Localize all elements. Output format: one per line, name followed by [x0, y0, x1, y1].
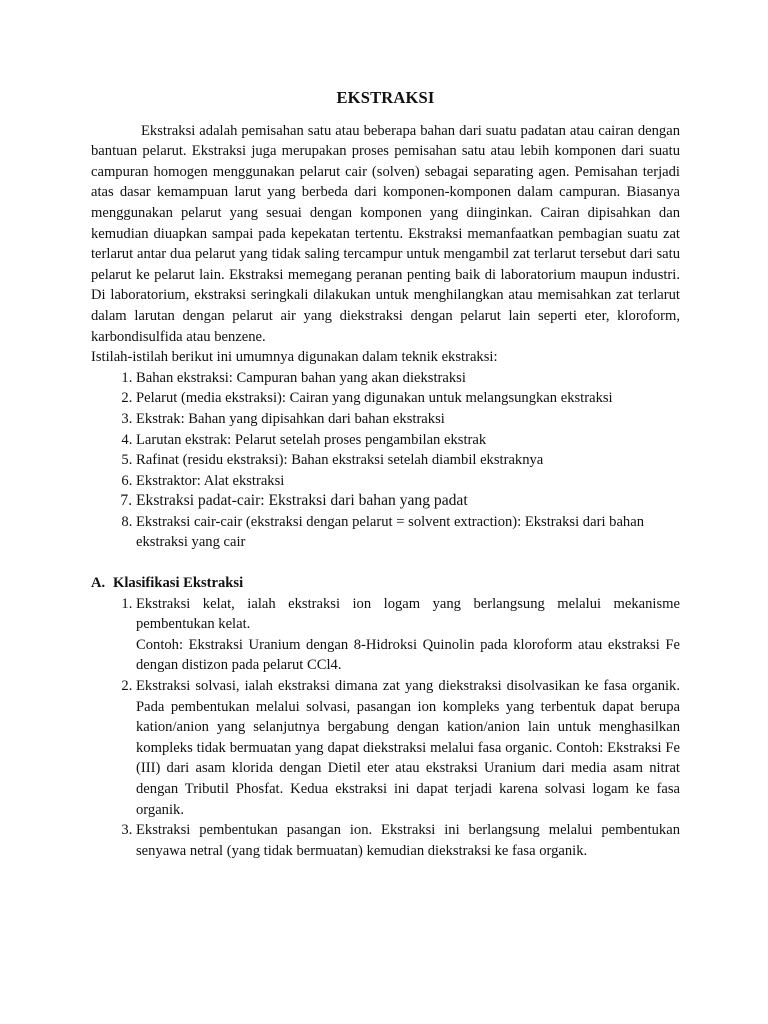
- classification-example: Contoh: Ekstraksi Uranium dengan 8-Hidroksi Quinolin pada kloroform atau ekstraksi Fe dengan distizon pada pelarut CCl4.: [136, 636, 680, 674]
- classification-item: [136, 594, 680, 676]
- term-item: 5. Rafinat (residu ekstraksi): Bahan ekstraksi setelah diambil ekstraknya: [136, 450, 680, 471]
- term-item: 6. Ekstraktor: Alat ekstraksi: [136, 471, 680, 492]
- document-page: [91, 88, 680, 861]
- section-heading: [91, 573, 680, 594]
- classification-list: [91, 594, 680, 862]
- section-spacer: [91, 553, 680, 573]
- term-item: 3. Ekstrak: Bahan yang dipisahkan dari bahan ekstraksi: [136, 409, 680, 430]
- terms-intro: Istilah-istilah berikut ini umumnya digunakan dalam teknik ekstraksi:: [91, 349, 498, 366]
- section-title: Klasifikasi Ekstraksi: [113, 575, 244, 592]
- term-item: 2. Pelarut (media ekstraksi): Cairan yang digunakan untuk melangsungkan ekstraksi: [136, 388, 680, 409]
- term-item: 4. Larutan ekstrak: Pelarut setelah proses pengambilan ekstrak: [136, 430, 680, 451]
- classification-item: [136, 820, 680, 861]
- intro-paragraph: Ekstraksi adalah pemisahan satu atau beberapa bahan dari suatu padatan atau cairan dengan bantuan pelarut. Ekstraksi juga merupakan proses pemisahan satu atau lebih komponen dari suatu campuran homogen menggunakan pelarut cair (solven) sebagai separating agen. Pemisahan terjadi atas dasar kemampuan larut yang berbeda dari komponen-komponen dalam campuran. Biasanya menggunakan pelarut yang sesuai dengan komponen yang diinginkan. Cairan dipisahkan dan kemudian diuapkan sampai pada kepekatan tertentu. Ekstraksi memanfaatkan pembagian suatu zat terlarut antar dua pelarut yang tidak saling tercampur untuk mengambil zat terlarut tersebut dari satu pelarut ke pelarut lain. Ekstraksi memegang peranan penting baik di laboratorium maupun industri. Di laboratorium, ekstraksi seringkali dilakukan untuk menghilangkan atau memisahkan zat terlarut dalam larutan dengan pelarut air yang diekstraksi dengan pelarut lain seperti eter, kloroform, karbondisulfida atau benzene.: [91, 122, 680, 345]
- classification-text: Ekstraksi kelat, ialah ekstraksi ion logam yang berlangsung melalui mekanisme pembentukan kelat.: [136, 595, 680, 633]
- section-letter: A.: [91, 575, 106, 592]
- term-item: 7. Ekstraksi padat-cair: Ekstraksi dari bahan yang padat: [136, 491, 680, 512]
- classification-text: Ekstraksi pembentukan pasangan ion. Ekstraksi ini berlangsung melalui pembentukan senyawa netral (yang tidak bermuatan) kemudian diekstraksi ke fasa organik.: [136, 822, 680, 859]
- term-item: 1. Bahan ekstraksi: Campuran bahan yang akan diekstraksi: [136, 368, 680, 389]
- terms-list: [91, 368, 680, 553]
- document-title: EKSTRAKSI: [336, 88, 435, 107]
- classification-text: Ekstraksi solvasi, ialah ekstraksi dimana zat yang diekstraksi disolvasikan ke fasa organik. Pada pembentukan melalui solvasi, pasangan ion kompleks yang terbentuk dapat berupa kation/anion yang selanjutnya bergabung dengan kation/anion lain untuk menghasilkan kompleks tidak bermuatan yang dapat diekstraksi melalui fasa organic. Contoh: Ekstraksi Fe (III) dari asam klorida dengan Dietil eter atau ekstraksi Uranium dari media asam nitrat dengan Tributil Phosfat. Kedua ekstraksi ini dapat terjadi karena solvasi logam ke fasa organik.: [136, 678, 680, 818]
- term-item: 8. Ekstraksi cair-cair (ekstraksi dengan pelarut = solvent extraction): Ekstraksi dari bahan ekstraksi yang cair: [136, 512, 680, 553]
- classification-item: [136, 676, 680, 820]
